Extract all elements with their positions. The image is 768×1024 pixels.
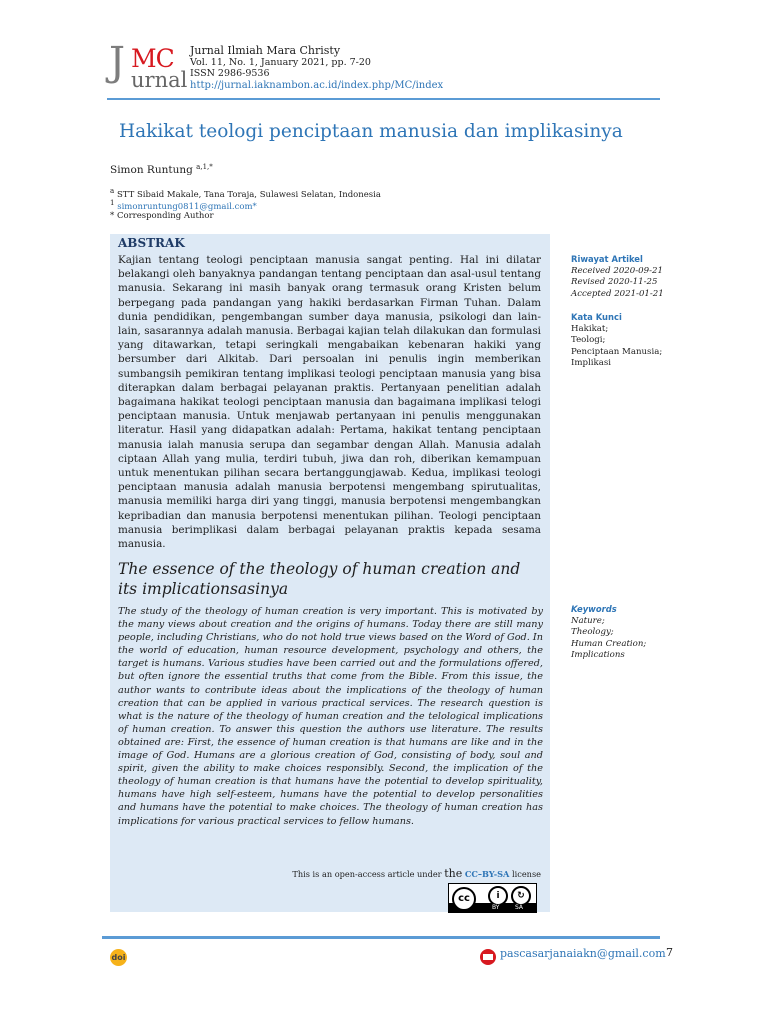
journal-name: Jurnal Ilmiah Mara Christy [190,44,341,57]
received-date: Received 2020-09-21 [571,265,663,276]
keywords-block [571,604,671,662]
keywords-heading: Keywords [571,604,617,614]
logo-mc: MC [131,44,174,73]
cc-icon: cc [452,887,476,911]
journal-url-link[interactable]: http://jurnal.iaknambon.ac.id/index.php/MC/index [190,80,444,91]
kata-kunci-item: Hakikat; [571,323,609,334]
keyword-item: Human Creation; [571,638,647,649]
page-number: 7 [666,946,673,959]
oa-suffix: license [509,869,541,879]
email-icon [480,949,496,965]
oa-prefix: This is an open-access article under [292,869,445,879]
footer-email-link[interactable]: pascasarjanaiakn@gmail.com [500,947,666,960]
by-person-icon: i [488,886,508,906]
journal-logo [109,39,188,94]
author-line [110,163,213,176]
history-heading: Riwayat Artikel [571,254,643,264]
abstract-heading: ABSTRAK [118,236,185,250]
license-link[interactable]: CC–BY-SA [464,869,510,879]
article-history [571,254,671,300]
email-sup: 1 [110,198,115,207]
kata-kunci-block [571,312,671,370]
corresponding-author-note: * Corresponding Author [110,211,214,221]
affiliation-text: STT Sibaid Makale, Tana Toraja, Sulawesi Selatan, Indonesia [116,189,381,200]
open-access-notice [118,867,541,880]
cc-by-label: BY [492,904,500,911]
keyword-item: Implications [571,650,625,661]
kata-kunci-item: Teologi; [571,335,606,346]
footer-divider [102,936,660,939]
author-email-link[interactable]: simonruntung0811@gmail.com* [117,201,257,212]
sa-share-icon: ↻ [511,886,531,906]
abstract-text-english: The study of the theology of human creation is very important. This is motivated by the many views about creation and the origins of humans. Today there are still many people, including Christians, who do not hold true views based on the Word of God. In the world of education, human resource development, psychology and others, the target is humans. Various studies have been carried out and the formulations offered, but often ignore the essential truths that come from the Bible. From this issue, the author wants to contribute ideas about the implications of the theology of human creation that can be applied in various practical services. The research question is what is the nature of the theology of human creation and the telological implications of human creation. To answer this question the authors use literature. The results obtained are: First, the essence of human creation is that humans are like and in the image of God. Humans are a glorious creation of God, consisting of body, soul and spirit, given the ability to make choices responsibly. Second, the implication of the theology of human creation is that humans have the potential to develop spirituality, humans have high self-esteem, humans have the potential to develop personalities and humans have the potential to make choices. The theology of human creation has implications for various practical services to fellow humans. [118,606,543,827]
cc-by-sa-badge[interactable] [448,883,537,913]
journal-issn: ISSN 2986-9536 [190,68,270,79]
article-title: Hakikat teologi penciptaan manusia dan implikasinya [119,121,623,142]
doi-icon[interactable]: doi [110,949,127,966]
oa-the: the [444,867,463,880]
english-title: The essence of the theology of human creation and its implicationsasinya [118,560,521,598]
affiliation-sup: a [110,186,115,195]
author-superscript: a,1,* [196,163,213,171]
kata-kunci-heading: Kata Kunci [571,312,622,322]
header-divider [107,98,660,100]
author-name: Simon Runtung [110,164,193,176]
keyword-item: Theology; [571,627,614,638]
author-email-line [110,198,257,212]
cc-sa-label: SA [515,904,524,911]
abstract-text-indonesian: Kajian tentang teologi penciptaan manusia sangat penting. Hal ini dilatar belakangi oleh banyaknya pandangan tentang penciptaan dan asal-usul tentang manusia. Sekarang ini masih banyak orang termasuk orang Kristen belum berpegang pada pandangan yang hakiki berdasarkan Firman Tuhan. Dalam dunia pendidikan, pengembangan sumber daya manusia, psikologi dan lain-lain, sasarannya adalah manusia. Berbagai kajian telah dilakukan dan formulasi yang ditawarkan, tetapi seringkali mengabaikan kebenaran hakiki yang bersumber dari Alkitab. Dari persoalan ini penulis ingin memberikan sumbangsih pemikiran tentang implikasi teologi penciptaan manusia yang bisa diterapkan dalam berbagai pelayanan praktis. Pertanyaan penelitian adalah bagaimana hakikat teologi penciptaan manusia dan bagaimana implikasi telogi penciptaan manusia. Untuk menjawab pertanyaan ini penulis menggunakan literatur. Hasil yang didapatkan adalah: Pertama, hakikat tentang penciptaan manusia ialah manusia serupa dan segambar dengan Allah. Manusia adalah ciptaan Allah yang mulia, terdiri tubuh, jiwa dan roh, diberikan kemampuan untuk menentukan pilihan secara bertanggungjawab. Kedua, implikasi teologi penciptaan manusia adalah manusia berpotensi mengembang spirutualitas, manusia memiliki harga diri yang tinggi, manusia berpotensi mengembangkan kepribadian dan manusia berpotensi menentukan pilihan. Teologi penciptaan manusia berimplikasi dalam berbagai pelayanan praktis kepada sesama manusia. [118,254,541,551]
keyword-item: Nature; [571,615,605,626]
kata-kunci-item: Implikasi [571,358,612,369]
accepted-date: Accepted 2021-01-21 [571,288,664,299]
logo-j: J [109,39,126,85]
kata-kunci-item: Penciptaan Manusia; [571,346,663,357]
logo-urnal: urnal [131,68,188,92]
revised-date: Revised 2020-11-25 [571,277,658,288]
journal-volume: Vol. 11, No. 1, January 2021, pp. 7-20 [190,57,371,68]
